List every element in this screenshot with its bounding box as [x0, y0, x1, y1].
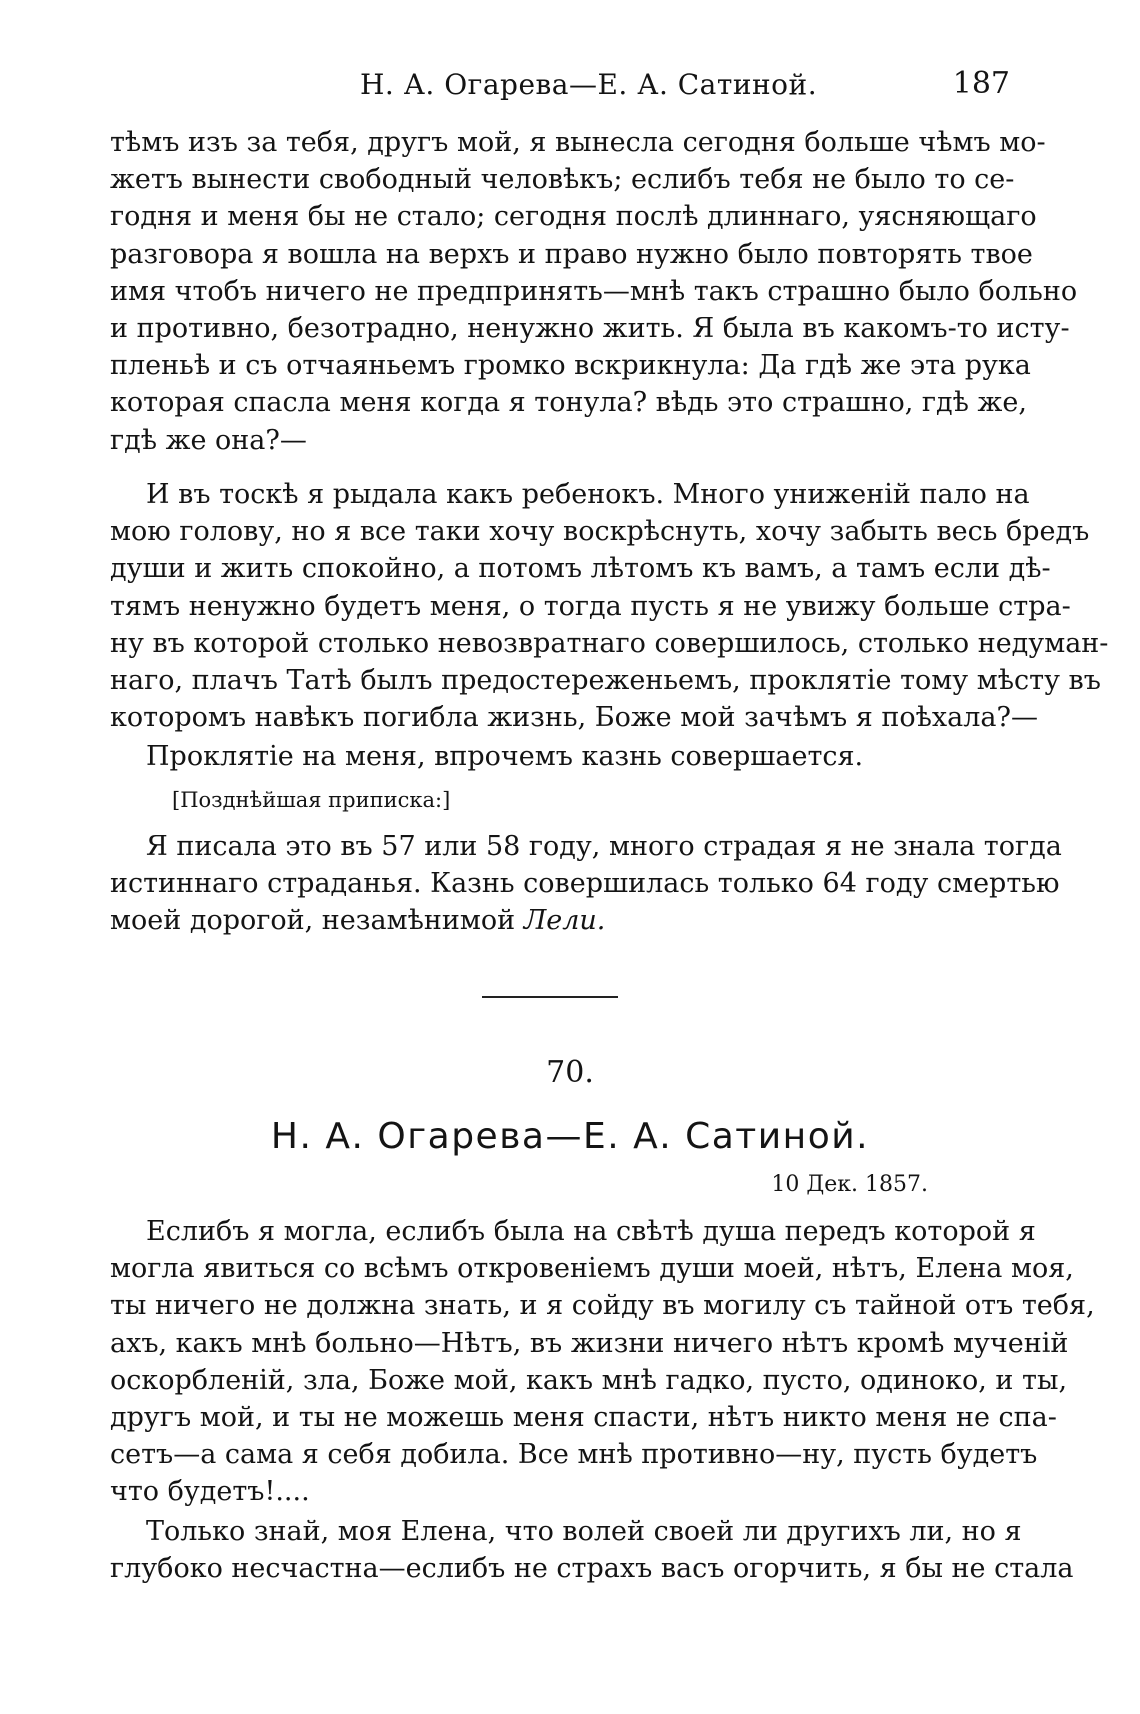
text-line [110, 902, 1010, 939]
text-line: Проклятіе на меня, впрочемъ казнь совершается. [146, 741, 864, 772]
text-line: другъ мой, и ты не можешь меня спасти, нѣтъ никто меня не спа- [110, 1401, 1057, 1433]
text-line: души и жить спокойно, а потомъ лѣтомъ къ вамъ, а тамъ если дѣ- [110, 553, 1051, 585]
text-line: ну въ которой столько невозвратнаго совершилось, столько недуман- [110, 627, 1109, 659]
continuation-paragraph-2 [110, 476, 1109, 736]
text-line: Еслибъ я могла, еслибъ была на свѣтѣ душа передъ которой я [146, 1216, 1036, 1247]
text-line: тямъ ненужно будетъ меня, о тогда пусть я не увижу больше стра- [110, 590, 1071, 622]
text-line: могла явиться со всѣмъ откровеніемъ души моей, нѣтъ, Елена моя, [110, 1253, 1074, 1285]
text-line: жетъ вынести свободный человѣкъ; еслибъ тебя не было то се- [110, 164, 1015, 196]
postscript-text: моей дорогой, незамѣнимой [110, 905, 524, 937]
text-line: И въ тоскѣ я рыдала какъ ребенокъ. Много униженій пало на [146, 479, 1030, 510]
text-line: пленьѣ и съ отчаяньемъ громко вскрикнула: Да гдѣ же эта рука [110, 350, 1031, 382]
postscript-name: Лели. [523, 905, 606, 937]
later-note-label: [Позднѣйшая приписка:] [172, 788, 451, 812]
text-line: Я писала это въ 57 или 58 году, много страдая я не знала тогда [146, 831, 1062, 862]
letter-title: Н. А. Огарева—Е. А. Сатиной. [270, 1116, 870, 1157]
letter-number: 70. [546, 1055, 594, 1090]
text-line: и противно, безотрадно, ненужно жить. Я была въ какомъ-то исту- [110, 312, 1070, 344]
text-line: мою голову, но я все таки хочу воскрѣснуть, хочу забыть весь бредъ [110, 516, 1090, 548]
section-divider [482, 996, 618, 998]
text-line: истиннаго страданья. Казнь совершилась только 64 году смертью [110, 868, 1060, 900]
text-line: ты ничего не должна знать, и я сойду въ могилу съ тайной отъ тебя, [110, 1290, 1095, 1322]
text-line: ахъ, какъ мнѣ больно—Нѣтъ, въ жизни ничего нѣтъ кромѣ мученій [110, 1327, 1069, 1359]
text-line: глубоко несчастна—еслибъ не страхъ васъ огорчить, я бы не стала [110, 1553, 1074, 1585]
letter-paragraph-2 [110, 1513, 1074, 1587]
text-line: разговора я вошла на верхъ и право нужно было повторять твое [110, 238, 1033, 270]
running-header [110, 62, 1010, 112]
text-line: Только знай, моя Елена, что волей своей ли другихъ ли, но я [146, 1516, 1022, 1547]
continuation-paragraph-3 [110, 738, 1010, 775]
text-line: что будетъ!.... [110, 1476, 310, 1508]
text-line: тѣмъ изъ за тебя, другъ мой, я вынесла сегодня больше чѣмъ мо- [110, 127, 1046, 158]
postscript-paragraph [110, 828, 1062, 940]
continuation-paragraph-1 [110, 124, 1078, 459]
text-line: которая спасла меня когда я тонула? вѣдь это страшно, гдѣ же, [110, 387, 1027, 419]
letter-paragraph-1 [110, 1213, 1095, 1511]
text-line: гдѣ же она?— [110, 424, 307, 456]
text-line: имя чтобъ ничего не предпринять—мнѣ такъ страшно было больно [110, 275, 1078, 307]
text-line: сетъ—а сама я себя добила. Все мнѣ противно—ну, пусть будетъ [110, 1439, 1038, 1471]
text-line: оскорбленій, зла, Боже мой, какъ мнѣ гадко, пусто, одиноко, и ты, [110, 1364, 1068, 1396]
text-line: наго, плачъ Татѣ былъ предостереженьемъ, проклятіе тому мѣсту въ [110, 664, 1101, 696]
text-line: годня и меня бы не стало; сегодня послѣ длиннаго, уясняющаго [110, 201, 1037, 233]
letter-date: 10 Дек. 1857. [771, 1172, 928, 1197]
header-title: Н. А. Огарева—Е. А. Сатиной. [360, 68, 818, 101]
page-number: 187 [952, 66, 1010, 101]
text-line: которомъ навѣкъ погибла жизнь, Боже мой зачѣмъ я поѣхала?— [110, 702, 1038, 734]
